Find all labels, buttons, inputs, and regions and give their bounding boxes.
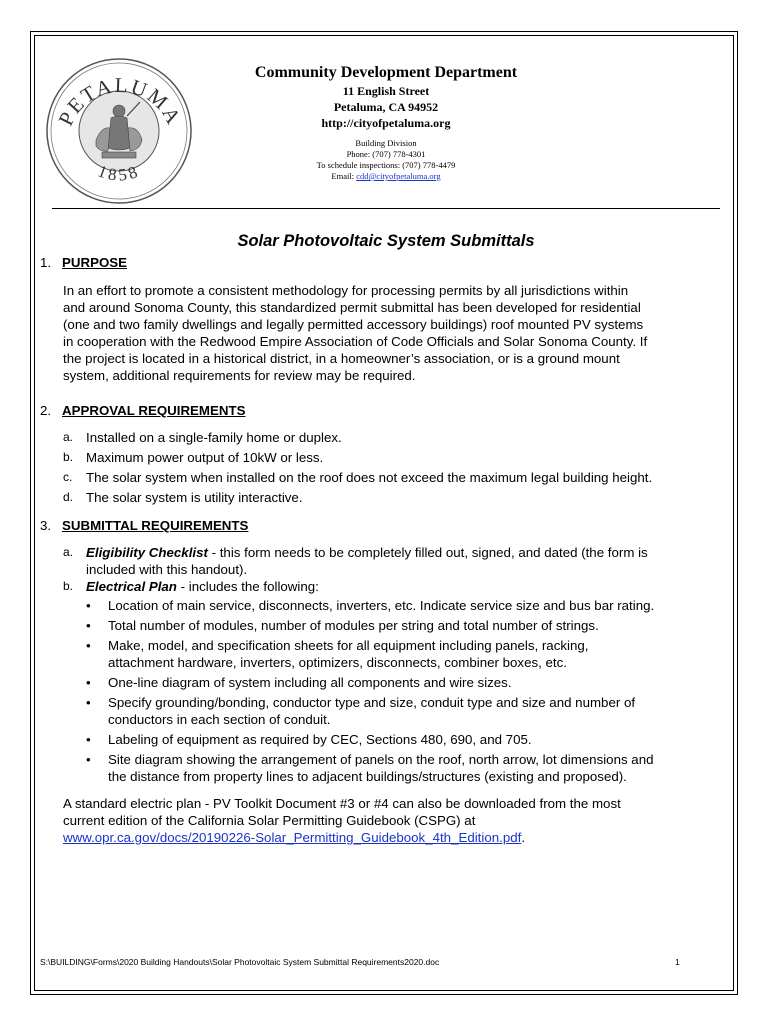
email-link[interactable]: cdd@cityofpetaluma.org — [356, 171, 441, 181]
closing-paragraph: A standard electric plan - PV Toolkit Document #3 or #4 can also be downloaded from the most current edition of the California Solar Permitting Guidebook (CSPG) at www.opr.ca.gov/docs/20190226-Solar_Permitting_Guidebook_4th_Edition.pdf. — [63, 796, 621, 845]
bullet-item: • Specify grounding/bonding, conductor type and size, conduit type and size and number of conductors in each section of conduit. — [86, 695, 636, 727]
document-title: Solar Photovoltaic System Submittals — [237, 232, 535, 250]
list-item: b. Maximum power output of 10kW or less. — [63, 450, 324, 465]
guidebook-link[interactable]: www.opr.ca.gov/docs/20190226-Solar_Permitting_Guidebook_4th_Edition.pdf — [63, 830, 522, 845]
bullet-item: • Site diagram showing the arrangement of panels on the roof, north arrow, lot dimensions and the distance from property lines to adjacent buildings/structures (existing and proposed). — [86, 752, 654, 784]
city-seal — [44, 56, 194, 206]
section-number: 1. — [40, 255, 52, 270]
list-item-eligibility: a. Eligibility Checklist - this form needs to be completely filled out, signed, and dated (the form is included with this handout). — [63, 545, 648, 577]
document-body — [40, 254, 732, 846]
email-label: Email: — [331, 171, 357, 181]
phone-number: Phone: (707) 778-4301 — [346, 149, 426, 159]
eligibility-checklist-term: Eligibility Checklist — [86, 545, 208, 560]
submittal-list — [63, 544, 732, 785]
section-purpose-heading — [40, 254, 732, 271]
list-item: a. Installed on a single-family home or duplex. — [63, 430, 342, 445]
paragraph-line: (one and two family dwellings and legally permitted accessory buildings) roof mounted PV systems — [63, 317, 644, 332]
header-divider — [52, 208, 720, 209]
section-submittal-heading — [40, 517, 732, 534]
paragraph-line: and around Sonoma County, this standardized permit submittal has been developed for residential — [63, 300, 641, 315]
section-title: SUBMITTAL REQUIREMENTS — [62, 518, 249, 533]
list-item-electrical: b. Electrical Plan - includes the following: — [63, 579, 319, 594]
bullet-item: • Labeling of equipment as required by CEC, Sections 480, 690, and 705. — [86, 732, 532, 747]
section-number: 2. — [40, 403, 52, 418]
section-number: 3. — [40, 518, 52, 533]
letterhead — [200, 63, 572, 182]
section-title: PURPOSE — [62, 255, 128, 270]
division-name: Building Division — [355, 138, 417, 148]
email-line — [200, 171, 572, 182]
seal-year: 1858 — [95, 161, 143, 185]
website: http://cityofpetaluma.org — [321, 116, 451, 130]
bullet-item: • Total number of modules, number of modules per string and total number of strings. — [86, 618, 599, 633]
footer-file-path: S:\BUILDING\Forms\2020 Building Handouts\Solar Photovoltaic System Submittal Requirements2020.doc — [40, 957, 440, 967]
list-item: d. The solar system is utility interactive. — [63, 490, 303, 505]
department-name: Community Development Department — [254, 64, 518, 81]
bullet-item: • One-line diagram of system including all components and wire sizes. — [86, 675, 512, 690]
paragraph-line: In an effort to promote a consistent methodology for processing permits by all jurisdictions within — [63, 283, 629, 298]
seal-top-text: PETALUMA — [53, 72, 187, 130]
bullet-item: • Make, model, and specification sheets for all equipment including panels, racking, attachment hardware, inverters, optimizers, disconnects, combiner boxes, etc. — [86, 638, 589, 670]
footer-page-number: 1 — [675, 957, 680, 967]
paragraph-line: in cooperation with the Redwood Empire Association of Code Officials and Solar Sonoma County. If — [63, 334, 648, 349]
electrical-plan-term: Electrical Plan — [86, 579, 177, 594]
city-address: Petaluma, CA 94952 — [333, 100, 439, 114]
approval-list — [63, 429, 732, 506]
paragraph-line: the project is located in a historical district, in a homeowner’s association, or is a ground mount — [63, 351, 620, 366]
list-item: c. The solar system when installed on the roof does not exceed the maximum legal building height. — [63, 470, 653, 485]
bullet-item: • Location of main service, disconnects, inverters, etc. Indicate service size and bus bar rating. — [86, 598, 655, 613]
purpose-paragraph — [63, 282, 731, 384]
street-address: 11 English Street — [342, 84, 430, 98]
section-approval-heading — [40, 402, 732, 419]
section-title: APPROVAL REQUIREMENTS — [62, 403, 246, 418]
paragraph-line: system, additional requirements for review may be required. — [63, 368, 416, 383]
inspection-phone: To schedule inspections: (707) 778-4479 — [316, 160, 456, 170]
